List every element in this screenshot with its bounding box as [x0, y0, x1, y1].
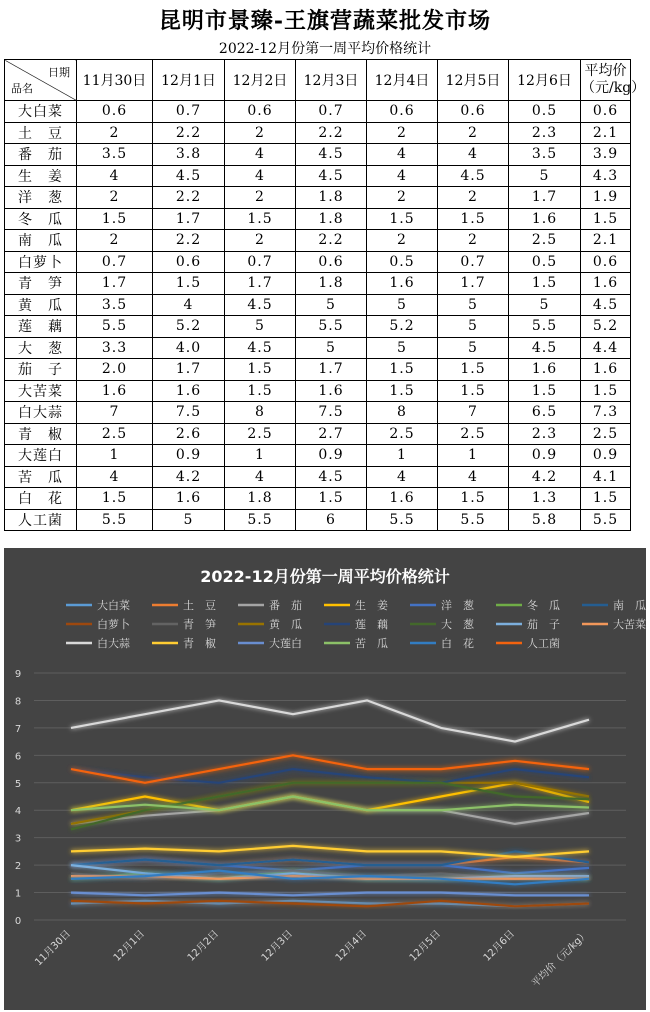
- price-cell: 1.6: [296, 380, 367, 402]
- price-cell: 5.5: [225, 509, 296, 531]
- corner-cell: [5, 60, 77, 101]
- price-cell: 1.7: [77, 273, 153, 295]
- price-cell: 5: [438, 294, 509, 316]
- legend-label: 白萝卜: [97, 618, 130, 631]
- price-cell: 4: [225, 466, 296, 488]
- price-cell: 1.3: [509, 488, 581, 510]
- price-cell: 2.5: [509, 230, 581, 252]
- price-cell: 0.5: [509, 101, 581, 123]
- price-cell: 1.7: [225, 273, 296, 295]
- product-name: 冬 瓜: [5, 208, 77, 230]
- price-cell: 5.5: [77, 509, 153, 531]
- price-cell: 3.3: [77, 337, 153, 359]
- price-cell: 1.5: [153, 273, 225, 295]
- table-row: [5, 208, 631, 230]
- price-cell: 2: [77, 122, 153, 144]
- price-cell: 5: [509, 165, 581, 187]
- avg-price-cell: 1.6: [581, 273, 631, 295]
- price-cell: 4.5: [153, 165, 225, 187]
- price-cell: 0.7: [153, 101, 225, 123]
- price-cell: 1.7: [509, 187, 581, 209]
- table-row: [5, 359, 631, 381]
- avg-price-cell: 4.1: [581, 466, 631, 488]
- price-cell: 2: [438, 187, 509, 209]
- series-line: [71, 700, 589, 741]
- price-cell: 0.9: [296, 445, 367, 467]
- price-cell: 5: [225, 316, 296, 338]
- price-cell: 4: [225, 165, 296, 187]
- price-cell: 3.5: [77, 144, 153, 166]
- table-row: [5, 273, 631, 295]
- price-cell: 4: [438, 466, 509, 488]
- legend-label: 大 葱: [441, 618, 474, 631]
- price-cell: 3.5: [509, 144, 581, 166]
- price-cell: 1.7: [153, 359, 225, 381]
- price-cell: 4.5: [296, 144, 367, 166]
- avg-price-header: [581, 60, 646, 101]
- price-cell: 2: [77, 187, 153, 209]
- date-header: 12月2日: [225, 60, 296, 101]
- price-cell: 2.7: [296, 423, 367, 445]
- price-cell: 5.5: [509, 316, 581, 338]
- legend-label: 冬 瓜: [527, 599, 560, 612]
- series-line: [71, 769, 589, 783]
- legend-label: 茄 子: [527, 618, 560, 631]
- avg-price-cell: 5.2: [581, 316, 631, 338]
- y-tick-label: 8: [14, 696, 22, 708]
- price-cell: 1.5: [367, 380, 438, 402]
- price-cell: 5.5: [367, 509, 438, 531]
- avg-price-cell: 1.5: [581, 208, 631, 230]
- price-cell: 1.5: [77, 488, 153, 510]
- price-cell: 0.6: [77, 101, 153, 123]
- avg-price-cell: 1.9: [581, 187, 631, 209]
- price-cell: 1.5: [225, 380, 296, 402]
- price-cell: 4.0: [153, 337, 225, 359]
- price-cell: 5: [153, 509, 225, 531]
- legend-label: 青 笋: [183, 618, 216, 631]
- price-cell: 2: [438, 122, 509, 144]
- corner-name-label: 品名: [11, 82, 33, 95]
- price-cell: 0.7: [77, 251, 153, 273]
- price-cell: 1.5: [367, 208, 438, 230]
- table-row: [5, 402, 631, 424]
- price-cell: 2.2: [296, 230, 367, 252]
- product-name: 大莲白: [5, 445, 77, 467]
- price-cell: 3.5: [77, 294, 153, 316]
- legend-label: 洋 葱: [441, 599, 474, 612]
- price-cell: 5: [296, 294, 367, 316]
- chart-title: 2022-12月份第一周平均价格统计: [200, 567, 450, 586]
- price-cell: 1: [438, 445, 509, 467]
- product-name: 番 茄: [5, 144, 77, 166]
- product-name: 青 椒: [5, 423, 77, 445]
- price-cell: 0.7: [438, 251, 509, 273]
- price-cell: 7: [438, 402, 509, 424]
- price-cell: 1.5: [296, 488, 367, 510]
- price-cell: 1.8: [296, 187, 367, 209]
- legend-label: 白大蒜: [97, 637, 130, 650]
- table-row: [5, 337, 631, 359]
- price-cell: 0.6: [296, 251, 367, 273]
- legend-label: 青 椒: [183, 637, 216, 650]
- price-cell: 2.6: [153, 423, 225, 445]
- legend-label: 南 瓜: [613, 599, 646, 612]
- page-title: 昆明市景臻-王旗营蔬菜批发市场: [158, 8, 492, 34]
- x-tick-label: 12月3日: [259, 928, 296, 964]
- price-cell: 1.6: [509, 359, 581, 381]
- avg-price-cell: 1.5: [581, 380, 631, 402]
- product-name: 苦 瓜: [5, 466, 77, 488]
- price-cell: 2: [225, 230, 296, 252]
- price-cell: 2.5: [438, 423, 509, 445]
- price-cell: 1.5: [509, 273, 581, 295]
- table-row: [5, 101, 631, 123]
- y-tick-label: 7: [14, 723, 22, 735]
- price-cell: 1.7: [438, 273, 509, 295]
- product-name: 南 瓜: [5, 230, 77, 252]
- table-body: [5, 101, 631, 531]
- y-tick-label: 4: [14, 806, 22, 818]
- price-cell: 2: [367, 230, 438, 252]
- price-cell: 1.5: [367, 359, 438, 381]
- price-cell: 1.6: [367, 488, 438, 510]
- table-header-row: [5, 60, 631, 101]
- table-row: [5, 380, 631, 402]
- price-cell: 4.5: [296, 165, 367, 187]
- price-cell: 2.2: [153, 187, 225, 209]
- avg-price-cell: 3.9: [581, 144, 631, 166]
- x-tick-label: 12月4日: [333, 928, 370, 964]
- product-name: 黄 瓜: [5, 294, 77, 316]
- avg-price-cell: 0.9: [581, 445, 631, 467]
- avg-price-cell: 2.1: [581, 122, 631, 144]
- price-cell: 1.8: [296, 273, 367, 295]
- price-cell: 4: [77, 466, 153, 488]
- price-cell: 4: [367, 165, 438, 187]
- avg-header-line1: 平均价: [584, 63, 627, 79]
- price-cell: 1.6: [153, 380, 225, 402]
- price-cell: 1.5: [509, 380, 581, 402]
- price-cell: 0.6: [225, 101, 296, 123]
- x-tick-label: 12月5日: [407, 928, 444, 964]
- price-cell: 7.5: [296, 402, 367, 424]
- product-name: 白萝卜: [5, 251, 77, 273]
- price-cell: 4.5: [225, 337, 296, 359]
- legend-label: 黄 瓜: [269, 618, 302, 631]
- price-cell: 2: [225, 187, 296, 209]
- price-cell: 4: [438, 144, 509, 166]
- product-name: 人工菌: [5, 509, 77, 531]
- price-cell: 2: [77, 230, 153, 252]
- corner-date-label: 日期: [48, 66, 70, 79]
- price-cell: 5: [296, 337, 367, 359]
- price-cell: 0.6: [438, 101, 509, 123]
- price-cell: 2.2: [296, 122, 367, 144]
- price-cell: 2: [367, 122, 438, 144]
- legend-label: 生 姜: [355, 599, 388, 612]
- price-cell: 1.8: [296, 208, 367, 230]
- price-cell: 4: [77, 165, 153, 187]
- price-cell: 1.5: [225, 359, 296, 381]
- price-cell: 1.5: [225, 208, 296, 230]
- y-tick-label: 6: [14, 751, 22, 763]
- legend-label: 土 豆: [183, 599, 216, 612]
- price-cell: 5.5: [438, 509, 509, 531]
- price-cell: 2.5: [225, 423, 296, 445]
- date-header: 12月5日: [438, 60, 509, 101]
- series-line: [71, 797, 589, 811]
- product-name: 青 笋: [5, 273, 77, 295]
- date-header: 12月3日: [296, 60, 367, 101]
- price-cell: 1.5: [438, 359, 509, 381]
- date-header: 12月6日: [509, 60, 581, 101]
- price-cell: 4.5: [225, 294, 296, 316]
- table-row: [5, 230, 631, 252]
- price-cell: 2: [225, 122, 296, 144]
- price-cell: 0.9: [509, 445, 581, 467]
- price-table: [4, 59, 646, 531]
- price-cell: 2.5: [77, 423, 153, 445]
- avg-price-cell: 2.1: [581, 230, 631, 252]
- price-cell: 5.2: [153, 316, 225, 338]
- price-cell: 8: [367, 402, 438, 424]
- legend-label: 白 花: [441, 637, 474, 650]
- price-cell: 5: [367, 337, 438, 359]
- avg-price-cell: 0.6: [581, 251, 631, 273]
- avg-price-cell: 2.5: [581, 423, 631, 445]
- price-cell: 1.8: [225, 488, 296, 510]
- product-name: 土 豆: [5, 122, 77, 144]
- price-cell: 2: [367, 187, 438, 209]
- price-cell: 5.5: [296, 316, 367, 338]
- product-name: 莲 藕: [5, 316, 77, 338]
- table-row: [5, 122, 631, 144]
- x-tick-label: 12月2日: [185, 928, 222, 964]
- y-tick-label: 5: [14, 778, 22, 790]
- legend-label: 苦 瓜: [355, 637, 388, 650]
- x-tick-label: 平均价（元/kg）: [529, 928, 592, 990]
- x-tick-label: 11月30日: [33, 928, 74, 969]
- table-row: [5, 294, 631, 316]
- product-name: 大白菜: [5, 101, 77, 123]
- x-tick-label: 12月6日: [481, 928, 518, 964]
- price-cell: 5: [509, 294, 581, 316]
- price-cell: 0.7: [296, 101, 367, 123]
- price-cell: 2.3: [509, 423, 581, 445]
- avg-price-cell: 4.3: [581, 165, 631, 187]
- price-cell: 1.5: [77, 208, 153, 230]
- price-cell: 1.7: [296, 359, 367, 381]
- price-cell: 5.5: [77, 316, 153, 338]
- price-cell: 1.6: [367, 273, 438, 295]
- price-cell: 2: [438, 230, 509, 252]
- price-cell: 2.3: [509, 122, 581, 144]
- avg-price-cell: 4.5: [581, 294, 631, 316]
- series-line: [71, 857, 589, 865]
- table-row: [5, 488, 631, 510]
- legend-label: 大白菜: [97, 599, 130, 612]
- price-cell: 1.6: [509, 208, 581, 230]
- price-cell: 2.0: [77, 359, 153, 381]
- price-cell: 3.8: [153, 144, 225, 166]
- legend-label: 人工菌: [527, 637, 560, 650]
- price-cell: 5: [438, 337, 509, 359]
- price-cell: 2.5: [367, 423, 438, 445]
- price-cell: 2.2: [153, 122, 225, 144]
- table-row: [5, 509, 631, 531]
- price-cell: 1.6: [77, 380, 153, 402]
- date-header: 12月1日: [153, 60, 225, 101]
- price-cell: 4: [367, 466, 438, 488]
- price-cell: 4.2: [509, 466, 581, 488]
- price-cell: 1: [367, 445, 438, 467]
- table-row: [5, 316, 631, 338]
- avg-header-line2: （元/kg）: [581, 80, 646, 96]
- page-subtitle: 2022-12月份第一周平均价格统计: [218, 41, 432, 57]
- price-cell: 1.6: [153, 488, 225, 510]
- price-cell: 6: [296, 509, 367, 531]
- price-cell: 2.2: [153, 230, 225, 252]
- product-name: 茄 子: [5, 359, 77, 381]
- price-cell: 1.5: [438, 488, 509, 510]
- price-cell: 4: [225, 144, 296, 166]
- table-row: [5, 423, 631, 445]
- product-name: 白大蒜: [5, 402, 77, 424]
- price-cell: 5.8: [509, 509, 581, 531]
- product-name: 大 葱: [5, 337, 77, 359]
- price-cell: 0.6: [367, 101, 438, 123]
- price-cell: 4.5: [296, 466, 367, 488]
- price-cell: 4.2: [153, 466, 225, 488]
- avg-price-cell: 0.6: [581, 101, 631, 123]
- date-header: 11月30日: [77, 60, 153, 101]
- avg-price-cell: 1.6: [581, 359, 631, 381]
- y-tick-label: 2: [14, 861, 22, 873]
- avg-price-cell: 7.3: [581, 402, 631, 424]
- chart-panel: [4, 548, 646, 1010]
- price-cell: 7.5: [153, 402, 225, 424]
- price-cell: 1: [225, 445, 296, 467]
- table-row: [5, 445, 631, 467]
- price-cell: 4.5: [438, 165, 509, 187]
- price-cell: 8: [225, 402, 296, 424]
- price-cell: 0.7: [225, 251, 296, 273]
- product-name: 洋 葱: [5, 187, 77, 209]
- price-cell: 1.7: [153, 208, 225, 230]
- price-cell: 4: [367, 144, 438, 166]
- table-row: [5, 187, 631, 209]
- avg-price-cell: 1.5: [581, 488, 631, 510]
- avg-price-cell: 4.4: [581, 337, 631, 359]
- price-cell: 0.5: [509, 251, 581, 273]
- price-cell: 5: [367, 294, 438, 316]
- table-row: [5, 466, 631, 488]
- y-tick-label: 9: [14, 669, 22, 680]
- price-cell: 0.6: [153, 251, 225, 273]
- product-name: 白 花: [5, 488, 77, 510]
- price-cell: 5.2: [367, 316, 438, 338]
- line-chart: [4, 548, 646, 1010]
- legend-label: 大莲白: [269, 637, 302, 650]
- price-cell: 4: [153, 294, 225, 316]
- price-cell: 1: [77, 445, 153, 467]
- price-cell: 7: [77, 402, 153, 424]
- price-cell: 1.5: [438, 208, 509, 230]
- avg-price-cell: 5.5: [581, 509, 631, 531]
- y-tick-label: 3: [14, 833, 22, 845]
- table-row: [5, 251, 631, 273]
- product-name: 大苦菜: [5, 380, 77, 402]
- price-cell: 4.5: [509, 337, 581, 359]
- y-tick-label: 0: [14, 916, 22, 927]
- table-row: [5, 165, 631, 187]
- x-tick-label: 12月1日: [111, 928, 148, 964]
- price-cell: 6.5: [509, 402, 581, 424]
- date-header: 12月4日: [367, 60, 438, 101]
- y-tick-label: 1: [14, 888, 22, 900]
- legend-label: 大苦菜: [613, 618, 646, 631]
- price-cell: 0.5: [367, 251, 438, 273]
- legend-label: 番 茄: [269, 599, 302, 612]
- price-cell: 0.9: [153, 445, 225, 467]
- table-row: [5, 144, 631, 166]
- legend-label: 莲 藕: [355, 618, 388, 631]
- price-cell: 1.5: [438, 380, 509, 402]
- price-cell: 5: [438, 316, 509, 338]
- product-name: 生 姜: [5, 165, 77, 187]
